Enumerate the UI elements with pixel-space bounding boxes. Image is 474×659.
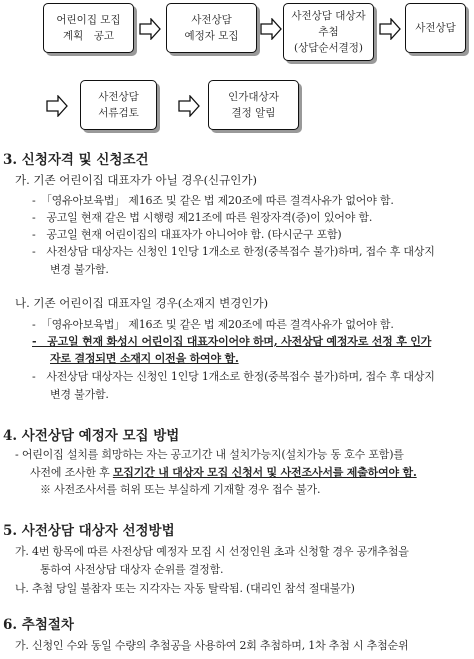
flow-box-text: 사전상담	[415, 22, 456, 34]
flow-box-text: 결정 알림	[231, 107, 276, 119]
section-5-line: 가. 4번 항목에 따른 사전상담 예정자 모집 시 선정인원 초과 신청할 경우 공개추첨을	[15, 545, 409, 558]
flow-box-text: 사전상담	[191, 14, 232, 26]
flow-box-text: (상담순서결정)	[293, 42, 364, 54]
flow-box-text: 어린이집 모집	[56, 14, 121, 26]
section-4-line: - 어린이집 설치를 희망하는 자는 공고기간 내 설치가능지(설치가능 동 호수 포함)를	[15, 448, 404, 461]
arrow-right-icon	[260, 18, 282, 40]
section-6-heading: 6. 추첨절차	[3, 617, 74, 633]
flow-box-approval-notice	[208, 80, 299, 130]
flow-box-text: 예정자 모집	[184, 30, 239, 42]
section-3-ga-item: - 공고일 현재 같은 법 시행령 제21조에 따른 원장자격(증)이 있어야 함.	[32, 211, 373, 224]
section-3-ga-item: - 사전상담 대상자는 신청인 1인당 1개소로 한정(중복접수 불가)하며, 접수 후 대상지	[32, 245, 435, 258]
arrow-right-icon	[139, 18, 161, 40]
section-3-ga-item: 변경 불가함.	[50, 263, 109, 276]
arrow-right-icon	[46, 95, 68, 117]
flow-box-lottery	[283, 3, 374, 61]
section-3-na-item: - 사전상담 대상자는 신청인 1인당 1개소로 한정(중복접수 불가)하며, 접수 후 대상지	[32, 370, 435, 383]
flow-box-text: 사전상담	[98, 91, 139, 103]
section-3-ga-item: - 「영유아보육법」 제16조 및 같은 법 제20조에 따른 결격사유가 없어야 함.	[32, 194, 394, 207]
section-3-na-item: 변경 불가함.	[50, 388, 109, 401]
flow-box-document-review	[80, 80, 157, 130]
section-3-na-item: - 공고일 현재 화성시 어린이집 대표자이어야 하며, 사전상담 예정자로 선정 후 인가	[32, 335, 432, 348]
section-5-line: 통하여 사전상담 대상자 순위를 결정함.	[40, 563, 224, 576]
flow-box-text: 사전상담 대상자	[291, 10, 366, 22]
flow-box-recruit-plan	[43, 3, 134, 53]
section-3-ga-item: - 공고일 현재 어린이집의 대표자가 아니어야 함. (타시군구 포함)	[32, 228, 342, 241]
flow-box-text: 서류검토	[98, 107, 139, 119]
section-4-line	[30, 464, 417, 480]
section-4-heading: 4. 사전상담 예정자 모집 방법	[3, 428, 180, 444]
arrow-right-icon	[178, 95, 200, 117]
section-3-na-item: 자로 결정되면 소재지 이전을 하여야 함.	[50, 352, 239, 365]
section-6-line: 가. 신청인 수와 동일 수량의 추첨공을 사용하여 2회 추첨하며, 1차 추첨 시 추첨순위	[15, 639, 409, 652]
section-3-ga-heading: 가. 기존 어린이집 대표자가 아닐 경우(신규인가)	[15, 173, 257, 187]
section-5-heading: 5. 사전상담 대상자 선정방법	[3, 523, 175, 539]
flow-box-applicant-recruit	[166, 3, 257, 53]
section-3-heading: 3. 신청자격 및 신청조건	[3, 152, 149, 168]
flow-box-text: 인가대상자	[228, 91, 279, 103]
section-4-line-text: 사전에 조사한 후	[30, 466, 113, 479]
arrow-right-icon	[379, 18, 401, 40]
section-5-line: 나. 추첨 당일 불참자 또는 지각자는 자동 탈락됨. (대리인 참석 절대불가)	[15, 582, 355, 595]
section-4-emphasis: 모집기간 내 대상자 모집 신청서 및 사전조사서를 제출하여야 함.	[112, 466, 417, 479]
flow-box-text: 추첨	[318, 26, 339, 38]
section-4-note: ※ 사전조사서를 허위 또는 부실하게 기재할 경우 접수 불가.	[40, 483, 321, 496]
flow-box-consultation	[405, 3, 466, 53]
section-3-na-heading: 나. 기존 어린이집 대표자일 경우(소재지 변경인가)	[15, 296, 269, 310]
flow-box-text: 계획 공고	[62, 30, 115, 42]
section-3-na-item: - 「영유아보육법」 제16조 및 같은 법 제20조에 따른 결격사유가 없어야 함.	[32, 318, 394, 331]
